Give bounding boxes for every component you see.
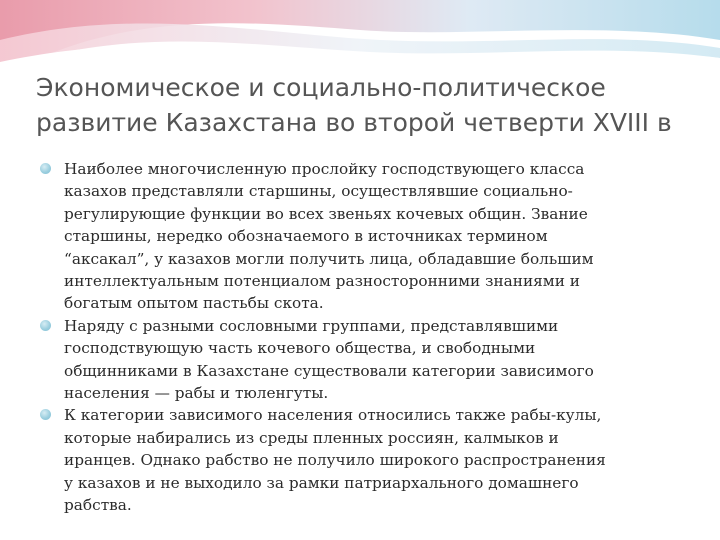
bullet-text-line: у казахов и не выходило за рамки патриархального домашнего bbox=[64, 473, 579, 492]
bullet-text-line: населения — рабы и тюленгуты. bbox=[64, 384, 329, 403]
header-wave-decoration bbox=[0, 0, 720, 80]
bullet-text-line: казахов представляли старшины, осуществлявшие социально- bbox=[64, 182, 573, 201]
bullet-dot-icon bbox=[40, 320, 51, 331]
bullet-text-line: господствующую часть кочевого общества, и свободными bbox=[64, 339, 536, 358]
bullet-text-line: рабства. bbox=[64, 496, 132, 515]
bullet-text-line: К категории зависимого населения относились также рабы-кулы, bbox=[64, 406, 602, 425]
bullet-text-line: “аксакал”, у казахов могли получить лица, обладавшие большим bbox=[64, 249, 594, 268]
bullet-text-line: которые набирались из среды пленных россиян, калмыков и bbox=[64, 428, 559, 447]
bullet-item bbox=[40, 315, 690, 405]
bullet-text-line: Наиболее многочисленную прослойку господствующего класса bbox=[64, 160, 585, 178]
bullet-text-line: богатым опытом пастьбы скота. bbox=[64, 294, 324, 313]
slide-title bbox=[36, 70, 696, 140]
slide-title-line: развитие Казахстана во второй четверти XVIII в bbox=[36, 108, 672, 137]
bullet-text-line: регулирующие функции во всех звеньях кочевых общин. Звание bbox=[64, 204, 588, 223]
bullet-text-line: иранцев. Однако рабство не получило широкого распространения bbox=[64, 451, 606, 470]
slide-title-line: Экономическое и социально-политическое bbox=[36, 73, 606, 102]
bullet-text-line: Наряду с разными сословными группами, представлявшими bbox=[64, 316, 559, 335]
bullet-item bbox=[40, 404, 690, 516]
bullet-text-line: интеллектуальным потенциалом разносторонними знаниями и bbox=[64, 272, 580, 291]
bullet-list bbox=[40, 158, 690, 517]
bullet-dot-icon bbox=[40, 163, 51, 174]
bullet-text-line: общинниками в Казахстане существовали категории зависимого bbox=[64, 361, 594, 380]
bullet-item bbox=[40, 158, 690, 315]
bullet-text-line: старшины, нередко обозначаемого в источниках термином bbox=[64, 227, 548, 246]
bullet-dot-icon bbox=[40, 409, 51, 420]
